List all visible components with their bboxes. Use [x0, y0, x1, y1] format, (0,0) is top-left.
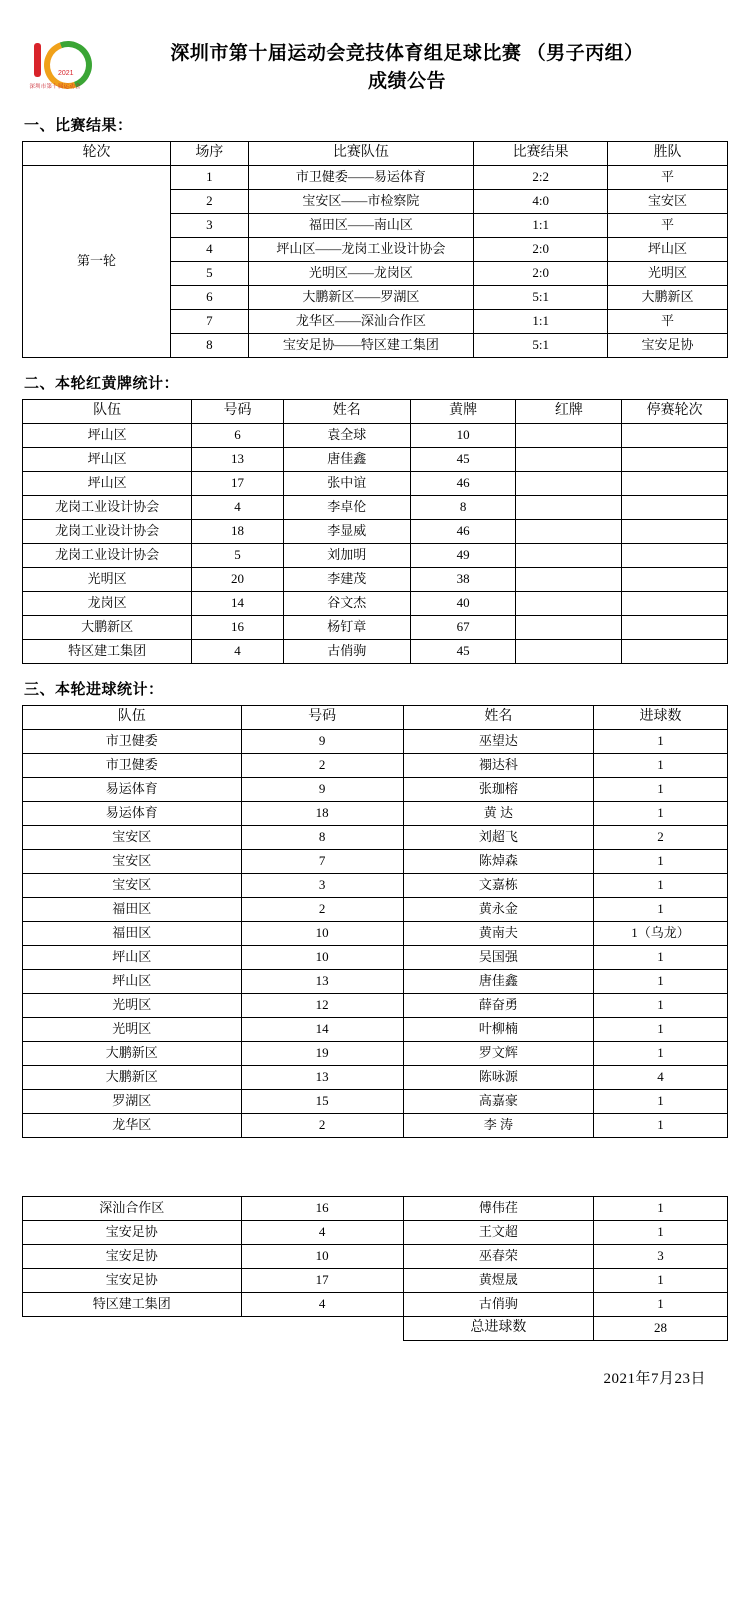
card-name: 唐佳鑫: [283, 448, 410, 472]
table-row: [23, 1066, 728, 1090]
card-ban: [622, 424, 728, 448]
goal-team: 坪山区: [23, 946, 242, 970]
goal-number: 10: [241, 946, 403, 970]
total-goals-label: 总进球数: [403, 1317, 593, 1341]
table-row: [23, 874, 728, 898]
goal-team: 福田区: [23, 922, 242, 946]
goal-number: 3: [241, 874, 403, 898]
goal-name: 黄南夫: [403, 922, 593, 946]
goal-team: 易运体育: [23, 778, 242, 802]
goal-number: 19: [241, 1042, 403, 1066]
card-name: 袁全球: [283, 424, 410, 448]
match-teams: 福田区——南山区: [248, 214, 474, 238]
goal-name: 叶柳楠: [403, 1018, 593, 1042]
card-team: 坪山区: [23, 448, 192, 472]
goal-count: 1: [594, 1090, 728, 1114]
card-ban: [622, 520, 728, 544]
goal-number: 13: [241, 1066, 403, 1090]
card-yellow: 45: [410, 448, 516, 472]
card-team: 坪山区: [23, 424, 192, 448]
round-label: 第一轮: [23, 166, 171, 358]
table-row: [23, 496, 728, 520]
match-teams: 坪山区——龙岗工业设计协会: [248, 238, 474, 262]
title-line-2: 成绩公告: [367, 70, 446, 92]
card-number: 18: [192, 520, 284, 544]
table-row: [23, 1197, 728, 1221]
table-row: [23, 568, 728, 592]
goals-table-part2: [22, 1196, 728, 1341]
table-header-row: [23, 400, 728, 424]
card-ban: [622, 640, 728, 664]
column-header: 场序: [171, 142, 249, 166]
match-no: 8: [171, 334, 249, 358]
section-2-heading: 二、本轮红黄牌统计：: [24, 376, 180, 392]
goal-number: 14: [241, 1018, 403, 1042]
card-red: [516, 520, 622, 544]
column-header: 停赛轮次: [622, 400, 728, 424]
table-row: [23, 592, 728, 616]
goal-name: 王文超: [403, 1221, 593, 1245]
goal-name: 傅伟荏: [403, 1197, 593, 1221]
goal-count: 1: [594, 874, 728, 898]
card-yellow: 67: [410, 616, 516, 640]
goal-count: 1: [594, 730, 728, 754]
goal-team: 宝安区: [23, 874, 242, 898]
goal-count: 1: [594, 1114, 728, 1138]
goal-name: 罗文辉: [403, 1042, 593, 1066]
goal-name: 黄永金: [403, 898, 593, 922]
table-row: [23, 472, 728, 496]
page-title: [86, 34, 728, 95]
goal-number: 4: [241, 1293, 403, 1317]
goal-number: 15: [241, 1090, 403, 1114]
goal-number: 2: [241, 1114, 403, 1138]
table-row: [23, 898, 728, 922]
goal-count: 3: [594, 1245, 728, 1269]
table-row: [23, 778, 728, 802]
card-name: 李建茂: [283, 568, 410, 592]
goal-name: 唐佳鑫: [403, 970, 593, 994]
logo-bar-icon: [34, 43, 41, 77]
table-header-row: [23, 706, 728, 730]
card-ban: [622, 496, 728, 520]
card-yellow: 40: [410, 592, 516, 616]
goal-count: 1（乌龙）: [594, 922, 728, 946]
goal-count: 1: [594, 754, 728, 778]
goal-count: 1: [594, 946, 728, 970]
goal-number: 12: [241, 994, 403, 1018]
goal-name: 巫春荣: [403, 1245, 593, 1269]
goal-name: 刘超飞: [403, 826, 593, 850]
table-row: [23, 1221, 728, 1245]
goal-name: 古俏驹: [403, 1293, 593, 1317]
goal-name: 薛奋勇: [403, 994, 593, 1018]
card-yellow: 8: [410, 496, 516, 520]
goal-team: 宝安足协: [23, 1221, 242, 1245]
goal-name: 文嘉栋: [403, 874, 593, 898]
match-no: 4: [171, 238, 249, 262]
card-name: 杨钉章: [283, 616, 410, 640]
column-header: 黄牌: [410, 400, 516, 424]
match-no: 2: [171, 190, 249, 214]
goal-team: 易运体育: [23, 802, 242, 826]
match-no: 7: [171, 310, 249, 334]
card-ban: [622, 592, 728, 616]
column-header: 轮次: [23, 142, 171, 166]
table-row: [23, 1042, 728, 1066]
table-total-row: [23, 1317, 728, 1341]
goal-number: 17: [241, 1269, 403, 1293]
document-date: 2021年7月23日: [603, 1371, 706, 1387]
card-red: [516, 496, 622, 520]
goal-count: 1: [594, 970, 728, 994]
card-red: [516, 592, 622, 616]
match-score: 2:0: [474, 262, 608, 286]
column-header: 比赛结果: [474, 142, 608, 166]
table-row: [23, 448, 728, 472]
goal-team: 光明区: [23, 1018, 242, 1042]
match-score: 2:0: [474, 238, 608, 262]
table-row: [23, 520, 728, 544]
match-winner: 宝安区: [608, 190, 728, 214]
card-number: 4: [192, 496, 284, 520]
goal-number: 13: [241, 970, 403, 994]
table-row: [23, 946, 728, 970]
goal-team: 市卫健委: [23, 754, 242, 778]
goal-count: 1: [594, 802, 728, 826]
total-goals-value: 28: [594, 1317, 728, 1341]
card-team: 坪山区: [23, 472, 192, 496]
card-red: [516, 472, 622, 496]
logo-caption: 深圳市第十届运动会: [29, 84, 81, 90]
table-row: [23, 802, 728, 826]
goals-table-part1: [22, 705, 728, 1138]
goal-team: 宝安足协: [23, 1269, 242, 1293]
goal-count: 1: [594, 1197, 728, 1221]
goal-count: 1: [594, 778, 728, 802]
card-team: 龙岗工业设计协会: [23, 544, 192, 568]
goal-team: 宝安足协: [23, 1245, 242, 1269]
match-score: 1:1: [474, 310, 608, 334]
goal-number: 9: [241, 730, 403, 754]
match-score: 2:2: [474, 166, 608, 190]
table-header-row: [23, 142, 728, 166]
column-header: 进球数: [594, 706, 728, 730]
card-team: 特区建工集团: [23, 640, 192, 664]
goal-count: 1: [594, 994, 728, 1018]
card-yellow: 46: [410, 472, 516, 496]
goal-count: 2: [594, 826, 728, 850]
table-row: [23, 1090, 728, 1114]
card-team: 龙岗工业设计协会: [23, 520, 192, 544]
card-number: 14: [192, 592, 284, 616]
card-ban: [622, 448, 728, 472]
goal-count: 1: [594, 850, 728, 874]
card-red: [516, 424, 622, 448]
card-name: 古俏驹: [283, 640, 410, 664]
goal-name: 禤达科: [403, 754, 593, 778]
section-1-heading: 一、比赛结果：: [24, 118, 133, 134]
card-number: 4: [192, 640, 284, 664]
goal-team: 福田区: [23, 898, 242, 922]
title-line-1: 深圳市第十届运动会竞技体育组足球比赛 （男子丙组）: [170, 43, 644, 64]
card-name: 李显威: [283, 520, 410, 544]
goal-team: 宝安区: [23, 826, 242, 850]
table-row: [23, 754, 728, 778]
goal-team: 宝安区: [23, 850, 242, 874]
table-row: [23, 970, 728, 994]
card-name: 李卓伦: [283, 496, 410, 520]
match-winner: 平: [608, 214, 728, 238]
column-header: 号码: [241, 706, 403, 730]
table-row: [23, 424, 728, 448]
table-row: [23, 544, 728, 568]
table-row: [23, 994, 728, 1018]
match-no: 6: [171, 286, 249, 310]
column-header: 姓名: [403, 706, 593, 730]
goal-number: 18: [241, 802, 403, 826]
card-red: [516, 544, 622, 568]
card-ban: [622, 568, 728, 592]
goal-number: 4: [241, 1221, 403, 1245]
card-ban: [622, 472, 728, 496]
match-winner: 宝安足协: [608, 334, 728, 358]
match-no: 1: [171, 166, 249, 190]
goal-count: 1: [594, 1293, 728, 1317]
match-winner: 平: [608, 310, 728, 334]
goal-name: 李 涛: [403, 1114, 593, 1138]
goal-number: 16: [241, 1197, 403, 1221]
card-name: 张中谊: [283, 472, 410, 496]
match-results-table: [22, 141, 728, 358]
goal-count: 1: [594, 1221, 728, 1245]
match-winner: 坪山区: [608, 238, 728, 262]
goal-name: 巫望达: [403, 730, 593, 754]
table-row: [23, 1245, 728, 1269]
goal-name: 黄 达: [403, 802, 593, 826]
card-number: 13: [192, 448, 284, 472]
table-row: [23, 640, 728, 664]
match-score: 5:1: [474, 334, 608, 358]
cards-table: [22, 399, 728, 664]
logo-mark: [28, 40, 82, 80]
goal-name: 陈焯森: [403, 850, 593, 874]
goal-number: 2: [241, 754, 403, 778]
goal-team: 市卫健委: [23, 730, 242, 754]
goal-team: 光明区: [23, 994, 242, 1018]
card-red: [516, 616, 622, 640]
goal-number: 10: [241, 922, 403, 946]
match-teams: 市卫健委——易运体育: [248, 166, 474, 190]
column-header: 姓名: [283, 400, 410, 424]
goal-count: 1: [594, 898, 728, 922]
card-team: 光明区: [23, 568, 192, 592]
match-winner: 光明区: [608, 262, 728, 286]
goal-team: 深汕合作区: [23, 1197, 242, 1221]
goal-name: 张珈榕: [403, 778, 593, 802]
card-yellow: 10: [410, 424, 516, 448]
goal-count: 4: [594, 1066, 728, 1090]
goal-team: 大鹏新区: [23, 1042, 242, 1066]
card-number: 20: [192, 568, 284, 592]
table-row: [23, 1018, 728, 1042]
card-yellow: 45: [410, 640, 516, 664]
column-header: 队伍: [23, 400, 192, 424]
card-red: [516, 448, 622, 472]
table-row: [23, 730, 728, 754]
section-3-heading: 三、本轮进球统计：: [24, 682, 164, 698]
table-row: [23, 1293, 728, 1317]
match-score: 1:1: [474, 214, 608, 238]
table-row: [23, 826, 728, 850]
match-teams: 龙华区——深汕合作区: [248, 310, 474, 334]
goal-team: 龙华区: [23, 1114, 242, 1138]
card-team: 龙岗工业设计协会: [23, 496, 192, 520]
column-header: 号码: [192, 400, 284, 424]
card-red: [516, 640, 622, 664]
card-number: 6: [192, 424, 284, 448]
goal-team: 罗湖区: [23, 1090, 242, 1114]
match-teams: 宝安足协——特区建工集团: [248, 334, 474, 358]
spacer-cell: [23, 1317, 242, 1341]
card-ban: [622, 544, 728, 568]
column-header: 红牌: [516, 400, 622, 424]
card-name: 刘加明: [283, 544, 410, 568]
spacer-cell: [241, 1317, 403, 1341]
table-row: [23, 166, 728, 190]
logo-year: 2021: [58, 70, 74, 77]
match-no: 3: [171, 214, 249, 238]
goal-name: 高嘉豪: [403, 1090, 593, 1114]
goal-count: 1: [594, 1269, 728, 1293]
goal-team: 大鹏新区: [23, 1066, 242, 1090]
document-header: [22, 34, 728, 100]
card-team: 龙岗区: [23, 592, 192, 616]
match-score: 5:1: [474, 286, 608, 310]
goal-number: 9: [241, 778, 403, 802]
table-row: [23, 850, 728, 874]
goal-number: 10: [241, 1245, 403, 1269]
table-row: [23, 1114, 728, 1138]
goal-name: 黄煜晟: [403, 1269, 593, 1293]
page-break-gap: [22, 1138, 728, 1196]
goal-count: 1: [594, 1018, 728, 1042]
card-yellow: 46: [410, 520, 516, 544]
match-no: 5: [171, 262, 249, 286]
column-header: 比赛队伍: [248, 142, 474, 166]
match-score: 4:0: [474, 190, 608, 214]
match-teams: 宝安区——市检察院: [248, 190, 474, 214]
goal-count: 1: [594, 1042, 728, 1066]
table-row: [23, 922, 728, 946]
match-teams: 大鹏新区——罗湖区: [248, 286, 474, 310]
column-header: 胜队: [608, 142, 728, 166]
match-winner: 大鹏新区: [608, 286, 728, 310]
card-number: 17: [192, 472, 284, 496]
table-row: [23, 616, 728, 640]
goal-name: 吴国强: [403, 946, 593, 970]
card-name: 谷文杰: [283, 592, 410, 616]
column-header: 队伍: [23, 706, 242, 730]
goal-team: 坪山区: [23, 970, 242, 994]
table-row: [23, 1269, 728, 1293]
match-winner: 平: [608, 166, 728, 190]
card-yellow: 49: [410, 544, 516, 568]
card-red: [516, 568, 622, 592]
card-yellow: 38: [410, 568, 516, 592]
goal-number: 8: [241, 826, 403, 850]
goal-name: 陈咏源: [403, 1066, 593, 1090]
goal-number: 7: [241, 850, 403, 874]
card-number: 5: [192, 544, 284, 568]
card-ban: [622, 616, 728, 640]
goal-team: 特区建工集团: [23, 1293, 242, 1317]
match-teams: 光明区——龙岗区: [248, 262, 474, 286]
games-logo: [24, 38, 86, 100]
card-number: 16: [192, 616, 284, 640]
goal-number: 2: [241, 898, 403, 922]
card-team: 大鹏新区: [23, 616, 192, 640]
